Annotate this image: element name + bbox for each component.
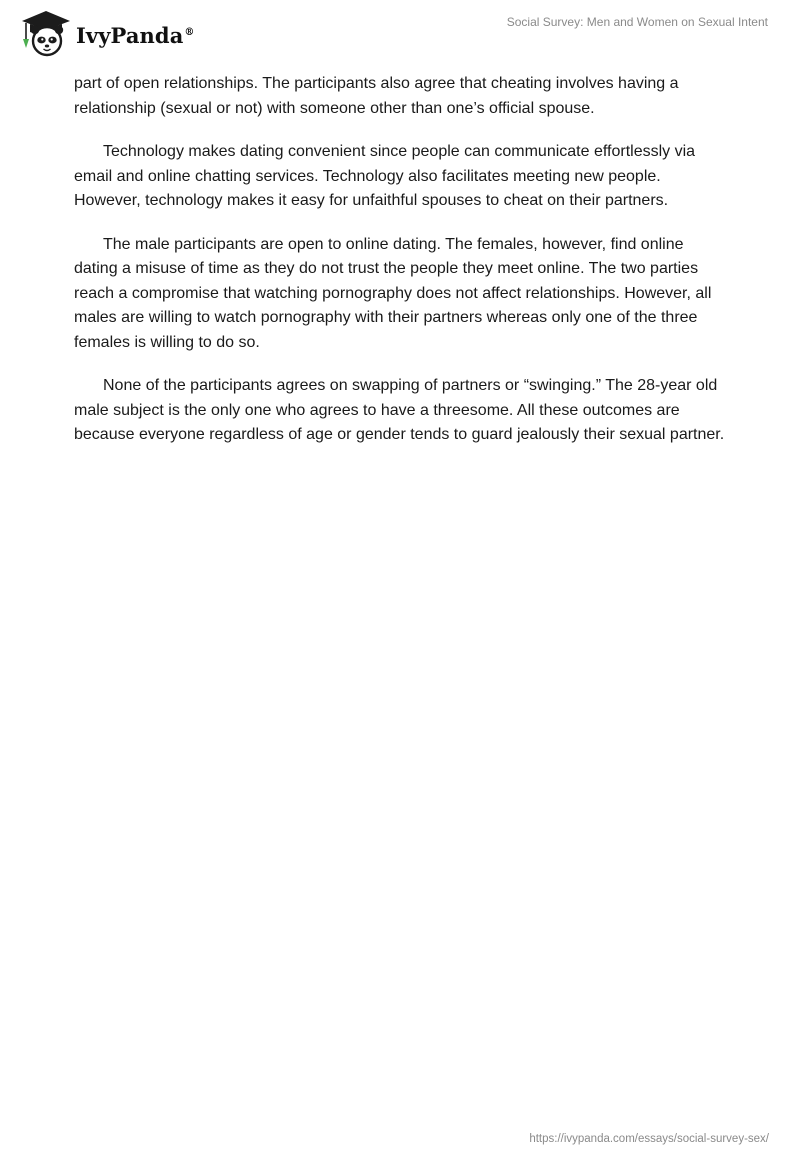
panda-graduation-cap-icon [14, 8, 74, 58]
registered-mark: ® [184, 26, 195, 38]
paragraph-technology: Technology makes dating convenient since people can communicate effortlessly via email and online chatting services. Technology also facilitates meeting new people. However, technology makes it easy for unfaithful spouses to cheat on their partners. [74, 143, 696, 209]
essay-body [74, 72, 726, 467]
paragraph-continuation: part of open relationships. The participants also agree that cheating involves having a relationship (sexual or not) with someone other than one’s official spouse. [74, 75, 679, 117]
paragraph-online-dating: The male participants are open to online dating. The females, however, find online dating a misuse of time as they do not trust the people they meet online. The two parties reach a compromise that watching pornography does not affect relationships. However, all males are willing to watch pornography with their partners whereas only one of the three females is willing to do so. [74, 235, 712, 351]
source-url[interactable]: https://ivypanda.com/essays/social-survey-sex/ [529, 1133, 769, 1145]
ivypanda-logo[interactable] [14, 8, 195, 58]
brand-name: IvyPanda® [76, 22, 195, 48]
paragraph-swinging: None of the participants agrees on swapping of partners or “swinging.” The 28-year old male subject is the only one who agrees to have a threesome. All these outcomes are because everyone regardless of age or gender tends to guard jealously their sexual partner. [74, 377, 725, 443]
running-title: Social Survey: Men and Women on Sexual Intent [506, 15, 768, 29]
page-header [0, 0, 800, 70]
